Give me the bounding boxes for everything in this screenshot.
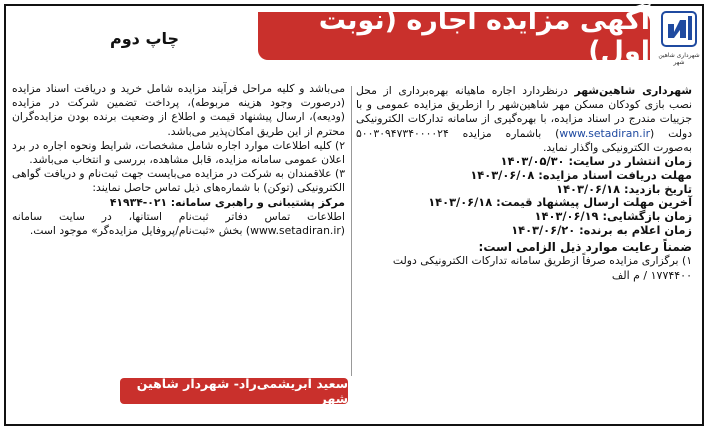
requirement-item-2: ۲) کلیه اطلاعات موارد اجاره شامل مشخصات، شرایط ونحوه اجاره در برد اعلان عمومی سامانه مزایده، قابل مشاهده، بررسی و انتخاب می‌باشد. (12, 138, 345, 167)
signature-text: سعید ابریشمی‌راد- شهردار شاهین شهر (136, 376, 348, 406)
date-visit: تاریخ بازدید: ۱۴۰۳/۰۶/۱۸ (556, 181, 692, 196)
date-documents-deadline: مهلت دریافت اسناد مزایده: ۱۴۰۳/۰۶/۰۸ (470, 167, 692, 182)
signature-bar (120, 378, 348, 404)
requirement-item-1: ۱) برگزاری مزایده صرفاً ازطریق سامانه تدارکات الکترونیکی دولت (392, 254, 692, 267)
contact-info: اطلاعات تماس دفاتر ثبت‌نام استانها، در سایت سامانه (www.setadiran.ir) بخش «ثبت‌نام/پروفایل مزایده‌گر» موجود است. (12, 209, 345, 238)
left-column (12, 82, 345, 238)
right-column (356, 84, 692, 283)
requirement-item-3: ۳) علاقمندان به شرکت در مزایده می‌بایست جهت ثبت‌نام و دریافت گواهی الکترونیکی (توکن) با شماره‌های ذیل تماس حاصل نمایند: (12, 167, 345, 195)
column-divider (351, 86, 352, 376)
intro-text-1: درنظردارد اجاره ماهیانه بهره‌برداری از محل نصب بازی کودکان مسکن مهر شاهین‌شهر را ازطریق مزایده عمومی و با جزییات مندرج در اسناد مزایده، با بهره‌گیری از سامانه تدارکات الکترونیکی دولت ( (356, 84, 692, 140)
intro-paragraph (356, 84, 692, 155)
date-bid-deadline: آخرین مهلت ارسال پیشنهاد قیمت: ۱۴۰۳/۰۶/۱۸ (428, 195, 692, 210)
print-edition-label: چاپ دوم (110, 29, 180, 48)
municipality-name: شهرداری شاهین‌شهر (574, 84, 692, 97)
website-link[interactable]: www.setadiran.ir (559, 126, 651, 140)
municipality-logo (658, 10, 700, 66)
support-center: مرکز پشتیبانی و راهبری سامانه: ۰۲۱-۴۱۹۳۴ (109, 195, 345, 209)
intro-text-2: ) باشماره مزایده ۵۰۰۳۰۹۴۷۳۴۰۰۰۰۲۴ به‌صورت الکترونیکی واگذار نماید. (356, 126, 692, 154)
date-winner-announcement: زمان اعلام به برنده: ۱۴۰۳/۰۶/۲۰ (511, 223, 692, 237)
notice-title-banner (258, 5, 650, 67)
requirements-heading: ضمناً رعایت موارد ذیل الزامی است: (478, 239, 692, 254)
notice-title: آگهی مزایده اجاره (نوبت اول) (318, 5, 650, 67)
process-paragraph: می‌باشد و کلیه مراحل فرآیند مزایده شامل خرید و دریافت اسناد مزایده (درصورت وجود هزینه مربوطه)، پرداخت تضمین شرکت در مزایده (ودیعه)، ارسال پیشنهاد قیمت و اطلاع از وضعیت برنده بودن مزایده‌گران محترم از این طریق امکان‌پذیر می‌باشد. (12, 82, 345, 138)
logo-emblem-icon (658, 10, 700, 50)
reference-number: ۱۷۷۴۴۰۰ / م الف (611, 269, 692, 283)
date-opening: زمان بازگشایی: ۱۴۰۳/۰۶/۱۹ (534, 209, 692, 224)
logo-caption: شهرداری شاهین شهر (658, 52, 700, 66)
date-published: زمان انتشار در سایت: ۱۴۰۳/۰۵/۳۰ (500, 154, 692, 169)
